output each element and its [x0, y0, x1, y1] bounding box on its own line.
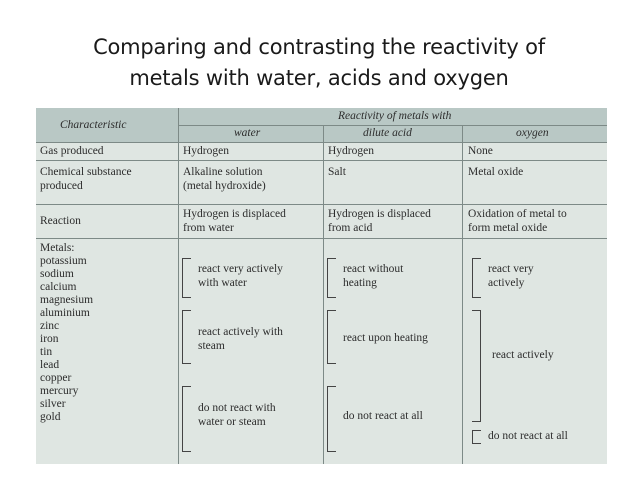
gas-acid: Hydrogen [328, 145, 374, 157]
reaction-acid-1: Hydrogen is displaced [328, 208, 431, 220]
bracket-oxygen-group-2 [472, 310, 481, 422]
water-group-1-line-2: with water [198, 277, 247, 289]
gas-oxygen: None [468, 145, 493, 157]
reactivity-table [36, 108, 607, 464]
bracket-water-group-1 [182, 258, 191, 298]
reaction-water-2: from water [183, 222, 234, 234]
metal-item: lead [40, 359, 60, 371]
chemical-oxygen: Metal oxide [468, 166, 524, 178]
header-characteristic: Characteristic [60, 119, 127, 131]
metal-item: zinc [40, 320, 60, 332]
reaction-oxygen-2: form metal oxide [468, 222, 548, 234]
metal-item: tin [40, 346, 53, 358]
chemical-acid: Salt [328, 166, 346, 178]
reaction-acid-2: from acid [328, 222, 373, 234]
bracket-acid-group-1 [327, 258, 336, 298]
water-group-1-line-1: react very actively [198, 263, 283, 275]
bracket-acid-group-3 [327, 386, 336, 452]
header-subdivider [178, 125, 607, 126]
row-divider [36, 238, 607, 239]
metal-item: sodium [40, 268, 74, 280]
oxygen-group-1-line-1: react very [488, 263, 534, 275]
bracket-water-group-2 [182, 310, 191, 364]
row-label-chemical-1: Chemical substance [40, 166, 132, 178]
metals-heading: Metals: [40, 242, 75, 254]
acid-group-3: do not react at all [343, 410, 423, 422]
metal-item: silver [40, 398, 66, 410]
water-group-3-line-1: do not react with [198, 402, 276, 414]
gas-water: Hydrogen [183, 145, 229, 157]
metal-item: copper [40, 372, 72, 384]
row-divider [36, 142, 607, 143]
header-water: water [234, 127, 261, 139]
acid-group-2: react upon heating [343, 332, 428, 344]
bracket-acid-group-2 [327, 310, 336, 364]
chemical-water-1: Alkaline solution [183, 166, 263, 178]
column-divider [323, 125, 324, 464]
title-line-1: Comparing and contrasting the reactivity of [93, 35, 545, 59]
column-divider [462, 125, 463, 464]
metal-item: aluminium [40, 307, 90, 319]
oxygen-group-2: react actively [492, 349, 554, 361]
metal-item: magnesium [40, 294, 94, 306]
header-dilute-acid: dilute acid [363, 127, 412, 139]
metal-item: potassium [40, 255, 87, 267]
water-group-2-line-1: react actively with [198, 326, 283, 338]
acid-group-1-line-2: heating [343, 277, 377, 289]
row-divider [36, 160, 607, 161]
metal-item: gold [40, 411, 61, 423]
metal-item: calcium [40, 281, 77, 293]
reaction-oxygen-1: Oxidation of metal to [468, 208, 567, 220]
acid-group-1-line-1: react without [343, 263, 404, 275]
bracket-water-group-3 [182, 386, 191, 452]
reaction-water-1: Hydrogen is displaced [183, 208, 286, 220]
column-divider [178, 108, 179, 464]
row-label-gas: Gas produced [40, 145, 104, 157]
slide-title [0, 32, 638, 94]
oxygen-group-1-line-2: actively [488, 277, 525, 289]
bracket-oxygen-group-3 [472, 430, 481, 444]
row-label-reaction: Reaction [40, 215, 81, 227]
chemical-water-2: (metal hydroxide) [183, 180, 266, 192]
row-label-chemical-2: produced [40, 180, 83, 192]
row-divider [36, 204, 607, 205]
metal-item: iron [40, 333, 59, 345]
header-reactivity: Reactivity of metals with [338, 110, 452, 122]
bracket-oxygen-group-1 [472, 258, 481, 298]
header-oxygen: oxygen [516, 127, 549, 139]
water-group-3-line-2: water or steam [198, 416, 266, 428]
oxygen-group-3: do not react at all [488, 430, 568, 442]
metal-item: mercury [40, 385, 79, 397]
title-line-2: metals with water, acids and oxygen [129, 66, 509, 90]
water-group-2-line-2: steam [198, 340, 225, 352]
